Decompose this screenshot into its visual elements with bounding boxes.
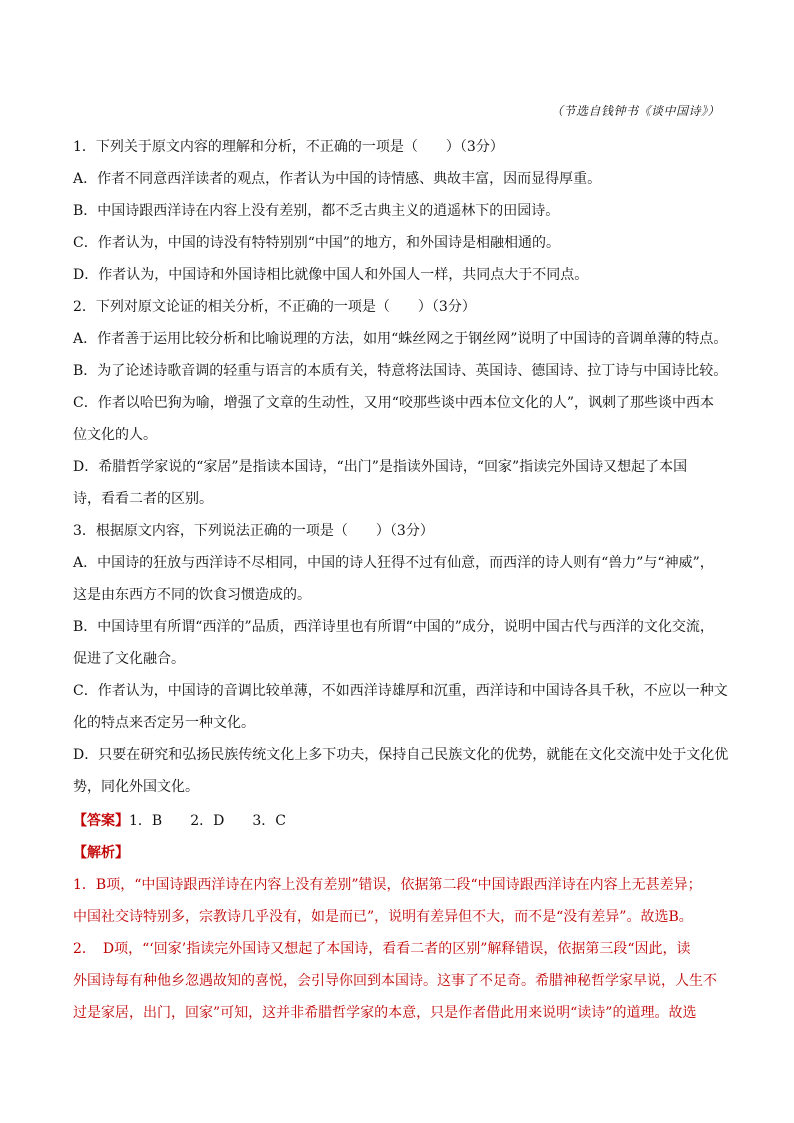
option-b-continued: 促进了文化融合。 [73, 651, 185, 667]
option-a: A．中国诗的狂放与西洋诗不尽相同，中国的诗人狂得不过有仙意，而西洋的诗人则有“兽力”与“神威”， [73, 555, 714, 571]
option-d-continued: 诗，看看二者的区别。 [73, 491, 213, 507]
analysis-paragraph-2 [73, 933, 725, 1029]
option-b: B．中国诗里有所谓“西洋的”品质，西洋诗里也有所谓“中国的”成分，说明中国古代与西洋的文化交流， [73, 619, 714, 635]
option-c: C．作者认为，中国诗的音调比较单薄，不如西洋诗雄厚和沉重，西洋诗和中国诗各具千秋，不应以一种文 [73, 683, 728, 699]
question-stem: 3．根据原文内容，下列说法正确的一项是（ ）（3分） [73, 523, 434, 539]
option-b: B．为了论述诗歌音调的轻重与语言的本质有关，特意将法国诗、英国诗、德国诗、拉丁诗与中国诗比较。 [73, 363, 728, 379]
answer-label: 【答案】 [73, 813, 129, 829]
question-stem: 1．下列关于原文内容的理解和分析，不正确的一项是（ ）（3分） [73, 139, 504, 155]
option-d: D．希腊哲学家说的“家居”是指读本国诗，“出门”是指读外国诗，“回家”指读完外国诗又想起了本国 [73, 459, 688, 475]
analysis-label: 【解析】 [73, 845, 129, 861]
analysis-heading [73, 837, 725, 869]
analysis-line: 1．B项，“中国诗跟西洋诗在内容上没有差别”错误，依据第二段“中国诗跟西洋诗在内容上无甚差异； [73, 877, 702, 893]
answer-text: 1．B 2．D 3．C [129, 813, 286, 829]
analysis-paragraph-1 [73, 869, 725, 933]
option-a: A．作者不同意西洋读者的观点，作者认为中国的诗情感、典故丰富，因而显得厚重。 [73, 171, 602, 187]
question-2 [73, 291, 728, 515]
answer-line [73, 805, 725, 837]
question-stem: 2．下列对原文论证的相关分析，不正确的一项是（ ）（3分） [73, 299, 476, 315]
analysis-line: 外国诗每有种他乡忽遇故知的喜悦，会引导你回到本国诗。这事了不足奇。希腊神秘哲学家早说，人生不 [73, 973, 717, 989]
content-body [73, 131, 729, 1029]
question-3 [73, 515, 729, 803]
option-c-continued: 位文化的人。 [73, 427, 157, 443]
option-d: D．作者认为，中国诗和外国诗相比就像中国人和外国人一样，共同点大于不同点。 [73, 267, 589, 283]
option-d-continued: 势，同化外国文化。 [73, 779, 199, 795]
source-note: （节选自钱钟书《谈中国诗》） [550, 104, 720, 118]
option-d: D．只要在研究和弘扬民族传统文化上多下功夫，保持自己民族文化的优势，就能在文化交流中处于文化优 [73, 747, 729, 763]
analysis-line: 过是家居，出门，回家”可知，这并非希腊哲学家的本意，只是作者借此用来说明“读诗”的道理。故选 [73, 1005, 697, 1021]
option-a: A．作者善于运用比较分析和比喻说理的方法，如用“蛛丝网之于钢丝网”说明了中国诗的音调单薄的特点。 [73, 331, 728, 347]
question-1 [73, 131, 725, 291]
option-a-continued: 这是由东西方不同的饮食习惯造成的。 [73, 587, 311, 603]
option-c: C．作者以哈巴狗为喻，增强了文章的生动性，又用“咬那些谈中西本位文化的人”，讽刺了那些谈中西本 [73, 395, 715, 411]
option-c: C．作者认为，中国的诗没有特特别别“中国”的地方，和外国诗是相融相通的。 [73, 235, 561, 251]
option-c-continued: 化的特点来否定另一种文化。 [73, 715, 255, 731]
analysis-line: 2． D项，“‘回家’指读完外国诗又想起了本国诗，看看二者的区别”解释错误，依据第三段“因此，读 [73, 941, 691, 957]
option-b: B．中国诗跟西洋诗在内容上没有差别，都不乏古典主义的逍遥林下的田园诗。 [73, 203, 560, 219]
analysis-line: 中国社交诗特别多，宗教诗几乎没有，如是而已”，说明有差异但不大，而不是“没有差异”。故选B。 [73, 909, 693, 925]
